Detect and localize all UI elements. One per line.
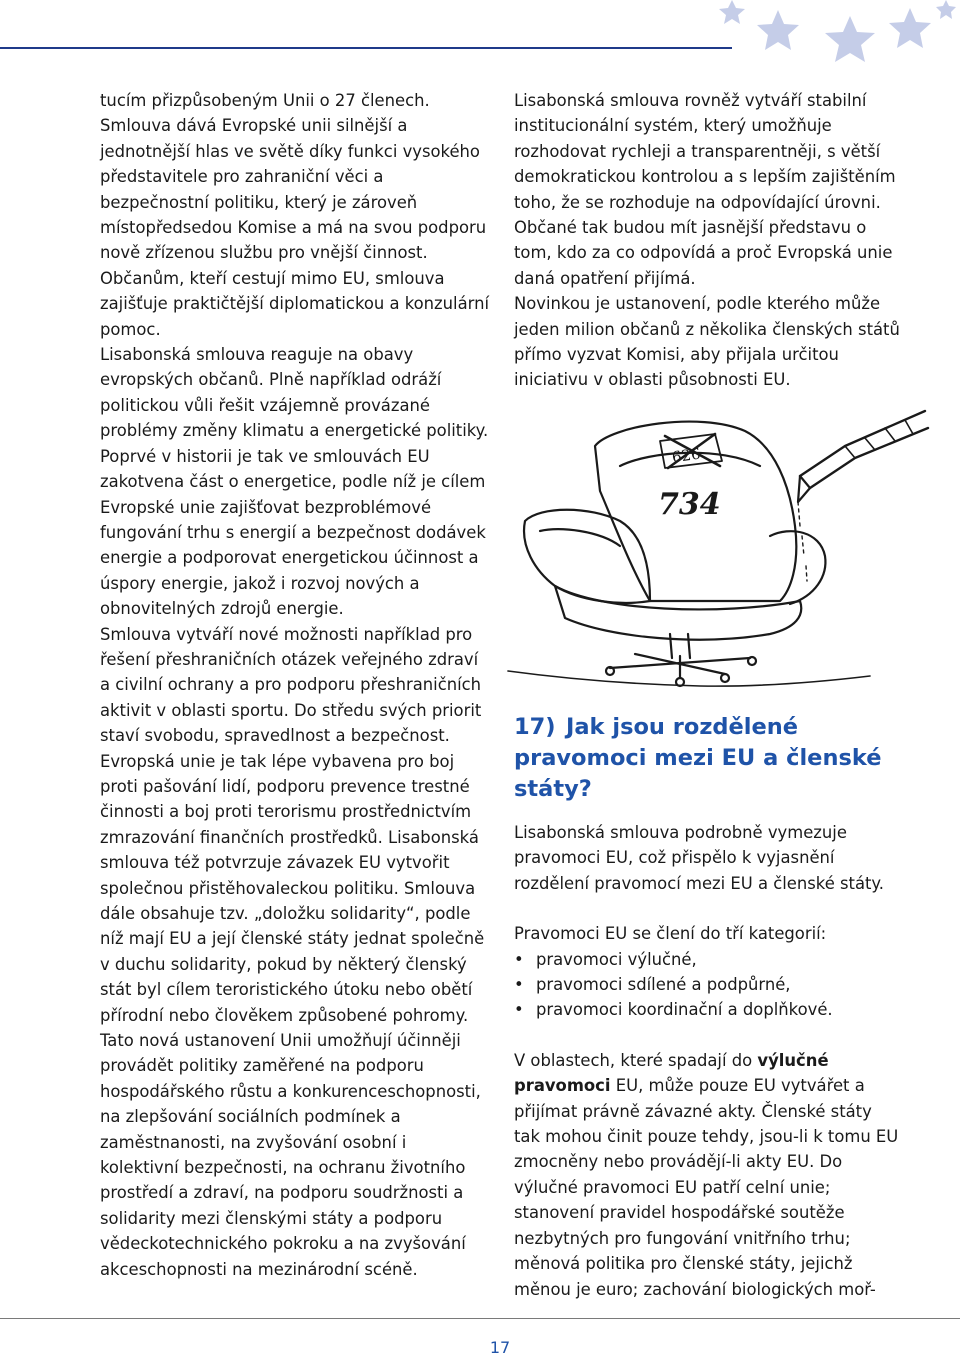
exclusive-paragraph xyxy=(514,1048,900,1302)
header-rule xyxy=(0,47,732,49)
star-icon xyxy=(757,10,799,50)
section-title: Jak jsou rozdělené pravomoci mezi EU a členské státy? xyxy=(514,714,882,802)
paragraph: Novinkou je ustanovení, podle kterého může jeden milion občanů z několika členských států přímo vyzvat Komisi, aby přijala určitou iniciativu v oblasti působnosti EU. xyxy=(514,294,900,390)
footer-rule xyxy=(0,1318,960,1319)
star-icon xyxy=(825,16,875,62)
intro-paragraph: Lisabonská smlouva podrobně vymezuje pravomoci EU, což přispělo k vyjasnění rozdělení pravomocí mezi EU a členské státy. xyxy=(514,823,884,893)
section-number: 17) xyxy=(514,714,556,740)
page-number: 17 xyxy=(489,1338,511,1357)
paragraph: Tato nová ustanovení Unii umožňují účinněji provádět politiky zaměřené na podporu hospodářského růstu a konkurenceschopnosti, na zlepšování sociálních podmínek a zaměstnanosti, na zvyšování osobní i kolektivní bezpečnosti, na ochranu životního prostředí a zdraví, na podporu soudržnosti a solidarity mezi členskými státy a podporu vědeckotechnického pokroku a na zvyšování akceschopnosti na mezinárodní scéně. xyxy=(100,1031,481,1279)
star-icon xyxy=(936,0,956,19)
star-icon xyxy=(719,0,745,24)
section-body xyxy=(514,820,900,1302)
list-item: • pravomoci sdílené a podpůrné, xyxy=(514,972,900,997)
seat-number: 734 xyxy=(658,487,721,522)
categories-list xyxy=(514,947,900,1023)
paragraph: Smlouva vytváří nové možnosti například pro řešení přeshraničních otázek veřejného zdraví a civilní ochrany a pro podporu přeshraničních aktivit v oblasti sportu. Do středu svých priorit staví svobodu, spravedlnost a bezpečnost. Evropská unie je tak lépe vybavena pro boj proti pašování lidí, podporu prevence trestné činnosti a boj proti terorismu prostřednictvím zmrazování finančních prostředků. Lisabonská smlouva též potvrzuje závazek EU vytvořit společnou přistěhovaleckou politiku. Smlouva dále obsahuje tzv. „doložku solidarity“, podle níž mají EU a její členské státy jednat společně v duchu solidarity, pokud by některý členský stát byl cílem teroristického útoku nebo obětí přírodní nebo člověkem způsobené pohromy. xyxy=(100,624,485,1025)
paragraph: Lisabonská smlouva rovněž vytváří stabilní institucionální systém, který umožňuje rozhodovat rychleji a transparentněji, s větší demokratickou kontrolou a s lepším zajištěním toho, že se rozhoduje na odpovídající úrovni. Občané tak budou mít jasnější představu o tom, kdo za co odpovídá a proč Evropská unie daná opatření přijímá. xyxy=(514,91,896,288)
exclusive-bold: výlučné pravomoci xyxy=(514,1050,829,1096)
right-column-text xyxy=(514,88,900,393)
categories-lead: Pravomoci EU se člení do tří kategorií: xyxy=(514,924,827,944)
list-item: • pravomoci koordinační a doplňkové. xyxy=(514,997,900,1022)
star-icon xyxy=(889,8,931,48)
exclusive-post: EU, může pouze EU vytvářet a přijímat právně závazné akty. Členské státy tak mohou činit pouze tehdy, jsou-li k tomu EU zmocněny nebo provádějí-li akty EU. Do výlučné pravomoci EU patří celní unie; stanovení pravidel hospodářské soutěže nezbytných pro fungování vnitřního trhu; měnová politika pro členské státy, jejichž měnou je euro; zachování biologických moř- xyxy=(514,1076,899,1299)
crossed-number: 626 xyxy=(670,444,702,467)
paragraph: Lisabonská smlouva reaguje na obavy evropských občanů. Plně například odráží politickou vůli řešit vzájemně provázané problémy změny klimatu a energetické politiky. Poprvé v historii je tak ve smlouvách EU zakotvena část o energetice, podle níž je cílem Evropské unie zajišťovat bezproblémové fungování trhu s energií a bezpečnost dodávek energie a podporovat energetickou účinnost a úspory energie, jakož i rozvoj nových a obnovitelných zdrojů energie. xyxy=(100,345,489,619)
exclusive-pre: V oblastech, které spadají do xyxy=(514,1050,753,1070)
section-heading xyxy=(514,712,914,805)
paragraph: tucím přizpůsobeným Unii o 27 členech. Smlouva dává Evropské unii silnější a jednotnější hlas ve světě díky funkci vysokého představitele pro zahraniční věci a bezpečnostní politiku, který je zároveň místopředsedou Komise a má na svou podporu nově zřízenou službu pro vnější činnost. Občanům, kteří cestují mimo EU, smlouva zajišťuje praktičtější diplomatickou a konzulární pomoc. xyxy=(100,91,490,339)
eu-stars-decoration xyxy=(700,0,960,80)
list-item: • pravomoci výlučné, xyxy=(514,947,900,972)
cartoon-chair-illustration xyxy=(500,406,930,691)
left-column-text xyxy=(100,88,490,1282)
